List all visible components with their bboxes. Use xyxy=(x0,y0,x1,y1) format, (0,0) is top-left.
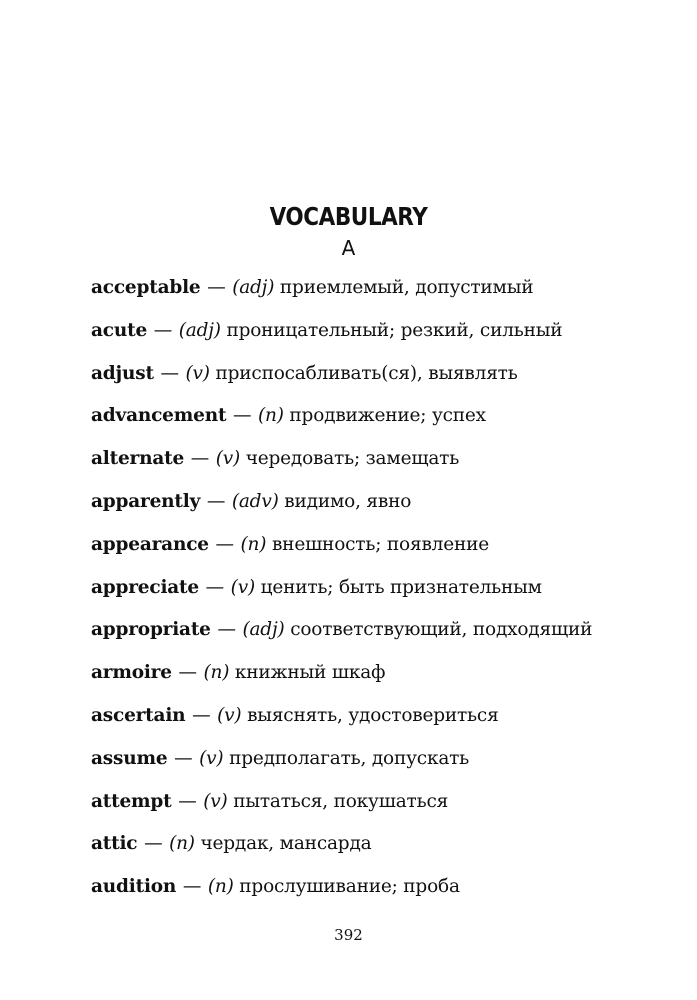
entry-definition: выяснять, удостовериться xyxy=(247,704,499,726)
entry-term: adjust xyxy=(91,362,154,384)
entry-part-of-speech: (v) xyxy=(230,576,255,598)
entry-definition: чередовать; замещать xyxy=(245,448,460,470)
entry-dash: — xyxy=(178,662,197,684)
entry-dash: — xyxy=(232,405,252,427)
vocabulary-entry xyxy=(91,486,681,529)
entry-dash: — xyxy=(178,790,197,812)
entry-dash: — xyxy=(207,277,226,298)
vocabulary-entry xyxy=(91,700,681,743)
entry-part-of-speech: (adj) xyxy=(178,319,221,341)
entry-term: appropriate xyxy=(91,619,211,641)
entry-part-of-speech: (n) xyxy=(207,876,234,898)
vocabulary-entry xyxy=(91,828,681,871)
entry-term: alternate xyxy=(91,448,185,470)
entry-part-of-speech: (n) xyxy=(203,662,230,684)
page-number: 392 xyxy=(334,926,363,944)
entry-part-of-speech: (adj) xyxy=(232,277,275,298)
entry-term: acute xyxy=(91,319,148,341)
entry-definition: приемлемый, допустимый xyxy=(279,277,534,298)
vocabulary-entry xyxy=(91,400,681,443)
entry-term: advancement xyxy=(91,405,227,427)
entry-dash: — xyxy=(182,876,202,898)
entry-part-of-speech: (adv) xyxy=(231,490,279,512)
entry-term: audition xyxy=(91,876,177,898)
entry-definition: соответствующий, подходящий xyxy=(290,619,593,641)
section-letter: A xyxy=(341,236,356,260)
entry-term: appearance xyxy=(91,533,209,555)
entry-part-of-speech: (v) xyxy=(203,790,228,812)
page-title: VOCABULARY xyxy=(269,201,428,231)
entry-term: attempt xyxy=(91,790,172,812)
entry-definition: книжный шкаф xyxy=(234,662,386,684)
entry-part-of-speech: (v) xyxy=(185,362,210,384)
entry-dash: — xyxy=(217,619,236,641)
vocabulary-list xyxy=(91,272,681,914)
entry-term: appreciate xyxy=(91,576,199,598)
entry-definition: приспосабливать(ся), выявлять xyxy=(215,362,518,384)
vocabulary-entry xyxy=(91,272,681,315)
vocabulary-entry xyxy=(91,786,681,829)
entry-part-of-speech: (n) xyxy=(240,533,267,555)
entry-dash: — xyxy=(174,747,193,769)
vocabulary-entry xyxy=(91,443,681,486)
entry-dash: — xyxy=(206,490,226,512)
entry-part-of-speech: (v) xyxy=(215,448,241,470)
vocabulary-entry xyxy=(91,572,681,615)
entry-definition: чердак, мансарда xyxy=(200,833,372,855)
entry-dash: — xyxy=(205,576,224,598)
entry-part-of-speech: (adj) xyxy=(242,619,285,641)
entry-dash: — xyxy=(153,319,173,341)
entry-definition: прослушивание; проба xyxy=(239,876,460,898)
entry-term: attic xyxy=(91,833,138,855)
vocabulary-entry xyxy=(91,358,681,401)
entry-definition: внешность; появление xyxy=(271,533,489,555)
entry-term: acceptable xyxy=(91,277,201,298)
entry-term: assume xyxy=(91,747,168,769)
vocabulary-entry xyxy=(91,657,681,700)
entry-term: ascertain xyxy=(91,704,186,726)
entry-dash: — xyxy=(192,704,211,726)
vocabulary-entry xyxy=(91,871,681,914)
entry-definition: продвижение; успех xyxy=(289,405,486,427)
entry-definition: ценить; быть признательным xyxy=(260,576,542,598)
vocabulary-entry xyxy=(91,614,681,657)
entry-definition: видимо, явно xyxy=(284,490,412,512)
entry-definition: пытаться, покушаться xyxy=(233,790,449,812)
entry-term: apparently xyxy=(91,490,201,512)
entry-part-of-speech: (n) xyxy=(257,405,284,427)
entry-dash: — xyxy=(190,448,210,470)
entry-dash: — xyxy=(215,533,234,555)
entry-definition: проницательный; резкий, сильный xyxy=(226,319,563,341)
entry-part-of-speech: (n) xyxy=(169,833,195,855)
entry-dash: — xyxy=(160,362,179,384)
entry-dash: — xyxy=(144,833,163,855)
vocabulary-entry xyxy=(91,529,681,572)
vocabulary-entry xyxy=(91,743,681,786)
entry-definition: предполагать, допускать xyxy=(229,747,470,769)
entry-part-of-speech: (v) xyxy=(199,747,224,769)
entry-part-of-speech: (v) xyxy=(217,704,242,726)
entry-term: armoire xyxy=(91,662,172,684)
vocabulary-entry xyxy=(91,315,681,358)
